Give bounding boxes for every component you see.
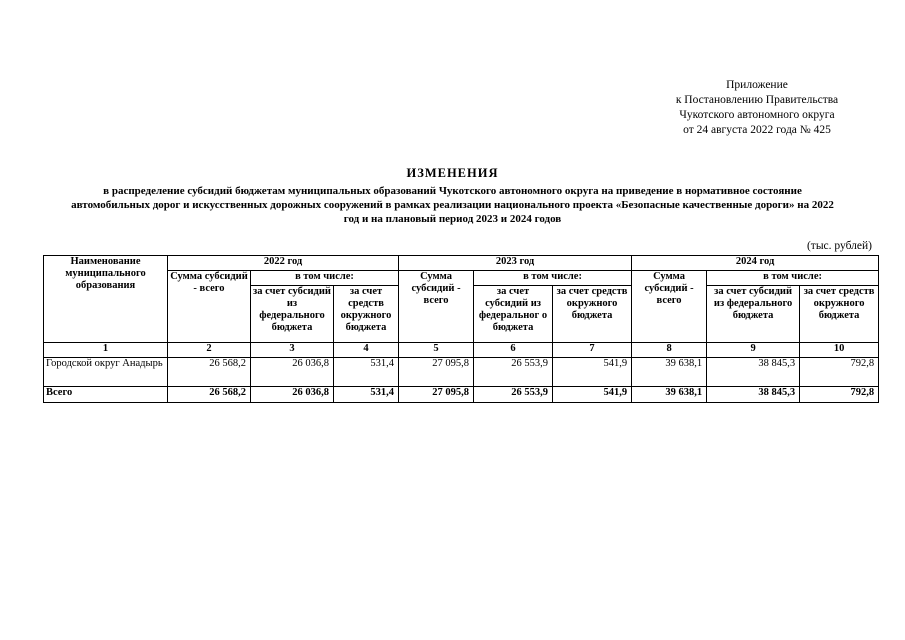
col-header-total: Сумма субсидий - всего [168, 271, 251, 343]
table-row [44, 358, 879, 387]
total-cell: 792,8 [800, 387, 879, 403]
col-header-including: в том числе: [707, 271, 879, 286]
total-cell: 27 095,8 [399, 387, 474, 403]
year-header: 2024 год [632, 256, 879, 271]
col-header-including: в том числе: [474, 271, 632, 286]
table-cell: 531,4 [334, 358, 399, 387]
appendix-line: от 24 августа 2022 года № 425 [683, 124, 831, 136]
table-cell: 26 036,8 [251, 358, 334, 387]
col-header-district: за счет средств окружного бюджета [334, 286, 399, 343]
total-label: Всего [44, 387, 168, 403]
total-cell: 541,9 [553, 387, 632, 403]
table-cell: 38 845,3 [707, 358, 800, 387]
total-cell: 26 553,9 [474, 387, 553, 403]
total-cell: 38 845,3 [707, 387, 800, 403]
column-number: 10 [800, 343, 879, 358]
appendix-line: Чукотского автономного округа [679, 109, 835, 121]
document-subtitle: в распределение субсидий бюджетам муниципальных образований Чукотского автономного округа на приведение в нормативное состояние автомобильных дорог и искусственных дорожных сооружений в рамках реализации национального проекта «Безопасные качественные дороги» на 2022 год и на плановый период 2023 и 2024 годов [71, 185, 834, 225]
col-header-federal: за счет субсидий из федеральног о бюджета [474, 286, 553, 343]
appendix-line: Приложение [726, 79, 788, 91]
column-number: 9 [707, 343, 800, 358]
table-cell: 27 095,8 [399, 358, 474, 387]
col-header-total: Сумма субсидий - всего [399, 271, 474, 343]
row-name: Городской округ Анадырь [44, 358, 168, 387]
table-cell: 792,8 [800, 358, 879, 387]
col-header-federal: за счет субсидий из федерального бюджета [251, 286, 334, 343]
column-number: 5 [399, 343, 474, 358]
column-number: 6 [474, 343, 553, 358]
table-cell: 26 568,2 [168, 358, 251, 387]
total-cell: 39 638,1 [632, 387, 707, 403]
col-header-federal: за счет субсидий из федерального бюджета [707, 286, 800, 343]
year-header: 2023 год [399, 256, 632, 271]
header-row-including [44, 271, 879, 286]
table-cell: 39 638,1 [632, 358, 707, 387]
table-cell: 541,9 [553, 358, 632, 387]
total-cell: 26 568,2 [168, 387, 251, 403]
year-header: 2022 год [168, 256, 399, 271]
col-header-district: за счет средств окружного бюджета [553, 286, 632, 343]
appendix-header [647, 78, 867, 138]
column-number: 3 [251, 343, 334, 358]
col-header-total: Сумма субсидий - всего [632, 271, 707, 343]
total-cell: 26 036,8 [251, 387, 334, 403]
appendix-line: к Постановлению Правительства [675, 94, 839, 106]
col-header-name: Наименование муниципального образования [44, 256, 168, 343]
column-number: 4 [334, 343, 399, 358]
total-row [44, 387, 879, 403]
col-header-district: за счет средств окружного бюджета [800, 286, 879, 343]
units-label: (тыс. рублей) [806, 240, 872, 252]
total-cell: 531,4 [334, 387, 399, 403]
column-number: 1 [44, 343, 168, 358]
subsidy-table [43, 255, 879, 403]
column-number: 8 [632, 343, 707, 358]
col-header-including: в том числе: [251, 271, 399, 286]
table-cell: 26 553,9 [474, 358, 553, 387]
column-number: 2 [168, 343, 251, 358]
column-number: 7 [553, 343, 632, 358]
column-numbers-row [44, 343, 879, 358]
document-title: ИЗМЕНЕНИЯ [406, 166, 499, 180]
header-row-years [44, 256, 879, 271]
